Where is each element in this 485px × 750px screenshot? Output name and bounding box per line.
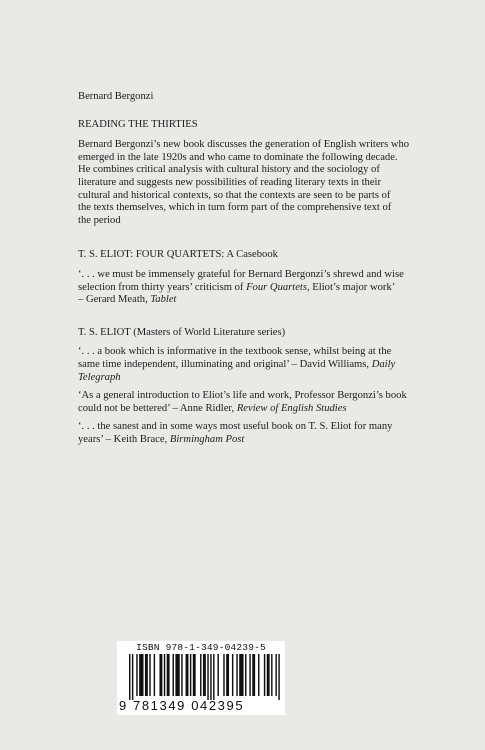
- barcode-bar: [245, 654, 246, 696]
- description-line: emerged in the late 1920s and who came to dominate the following decade.: [78, 151, 398, 163]
- barcode-bar: [210, 654, 211, 700]
- four-quartets-review: [78, 269, 418, 307]
- quote-line: ‘As a general introduction to Eliot’s life and work, Professor Bergonzi’s book: [78, 390, 407, 402]
- barcode-bar: [173, 654, 174, 696]
- quote-line: could not be bettered’ – Anne Ridler, Review of English Studies: [78, 402, 347, 414]
- barcode-bar: [200, 654, 201, 696]
- description-line: cultural and historical contexts, so that the contexts are seen to be parts of: [78, 189, 391, 201]
- barcode-digit-lead: 9: [119, 698, 127, 713]
- barcode-bar: [164, 654, 165, 696]
- section-title-four-quartets: T. S. ELIOT: FOUR QUARTETS: A Casebook: [78, 249, 278, 261]
- barcode-bar: [267, 654, 270, 696]
- barcode-bar: [207, 654, 208, 700]
- author-name: Bernard Bergonzi: [78, 91, 154, 102]
- quote-line: Telegraph: [78, 371, 121, 383]
- barcode-bar: [249, 654, 250, 696]
- quote-line: ‘. . . the sanest and in some ways most useful book on T. S. Eliot for many: [78, 421, 393, 433]
- barcode-bar: [190, 654, 191, 696]
- quote-line: ‘. . . we must be immensely grateful for Bernard Bergonzi’s shrewd and wise: [78, 268, 404, 280]
- quote-line: ‘. . . a book which is informative in the textbook sense, whilst being at the: [78, 346, 392, 358]
- barcode-bar: [132, 654, 133, 700]
- barcode-bar: [145, 654, 148, 696]
- barcode-bar: [186, 654, 189, 696]
- ts-eliot-review-1: [78, 346, 418, 384]
- description-line: literature and suggests new possibilities of reading literary texts in their: [78, 176, 382, 188]
- barcode-bar: [129, 654, 130, 700]
- barcode-bar: [232, 654, 233, 696]
- ts-eliot-review-3: [78, 421, 418, 446]
- barcode-bar: [223, 654, 224, 696]
- description-line: Bernard Bergonzi’s new book discusses the generation of English writers who: [78, 139, 410, 151]
- quote-line: selection from thirty years’ criticism of Four Quartets, Eliot’s major work’: [78, 281, 396, 293]
- barcode-bar: [236, 654, 237, 696]
- text-column: [78, 91, 418, 452]
- barcode-bar: [167, 654, 170, 696]
- description-line: the texts themselves, which in turn form part of the comprehensive text of: [78, 202, 392, 214]
- ts-eliot-review-2: [78, 390, 418, 415]
- section-title-ts-eliot: T. S. ELIOT (Masters of World Literature series): [78, 326, 286, 338]
- barcode-bar: [203, 654, 206, 696]
- barcode-digits: 781349 042395: [133, 698, 245, 713]
- barcode-bar: [226, 654, 229, 696]
- description-line: He combines critical analysis with cultural history and the sociology of: [78, 164, 380, 176]
- quote-line: – Gerard Meath, Tablet: [78, 294, 177, 306]
- barcode-bar: [264, 654, 265, 696]
- barcode-bar: [159, 654, 162, 696]
- description-line: the period: [78, 214, 121, 226]
- quote-line: years’ – Keith Brace, Birmingham Post: [78, 433, 245, 445]
- barcode-bar: [278, 654, 279, 700]
- barcode-bar: [258, 654, 259, 696]
- barcode-bar: [275, 654, 276, 696]
- barcode-bar: [271, 654, 272, 696]
- reading-the-thirties-description: [78, 139, 418, 227]
- isbn-barcode: [117, 641, 285, 715]
- section-title-reading-the-thirties: READING THE THIRTIES: [78, 118, 198, 130]
- quote-line: same time independent, illuminating and original’ – David Williams, Daily: [78, 358, 396, 370]
- barcode-bar: [154, 654, 155, 696]
- barcode-bar: [136, 654, 137, 696]
- barcode-bar: [139, 654, 143, 696]
- barcode-bar: [149, 654, 150, 696]
- barcode-bar: [252, 654, 255, 696]
- barcode-bar: [181, 654, 182, 696]
- barcode-bars: [117, 654, 285, 700]
- barcode-bar: [193, 654, 196, 696]
- barcode-bar: [213, 654, 214, 700]
- isbn-label: ISBN 978-1-349-04239-5: [136, 642, 266, 653]
- barcode-bar: [175, 654, 179, 696]
- barcode-bar: [239, 654, 243, 696]
- barcode-bar: [217, 654, 218, 696]
